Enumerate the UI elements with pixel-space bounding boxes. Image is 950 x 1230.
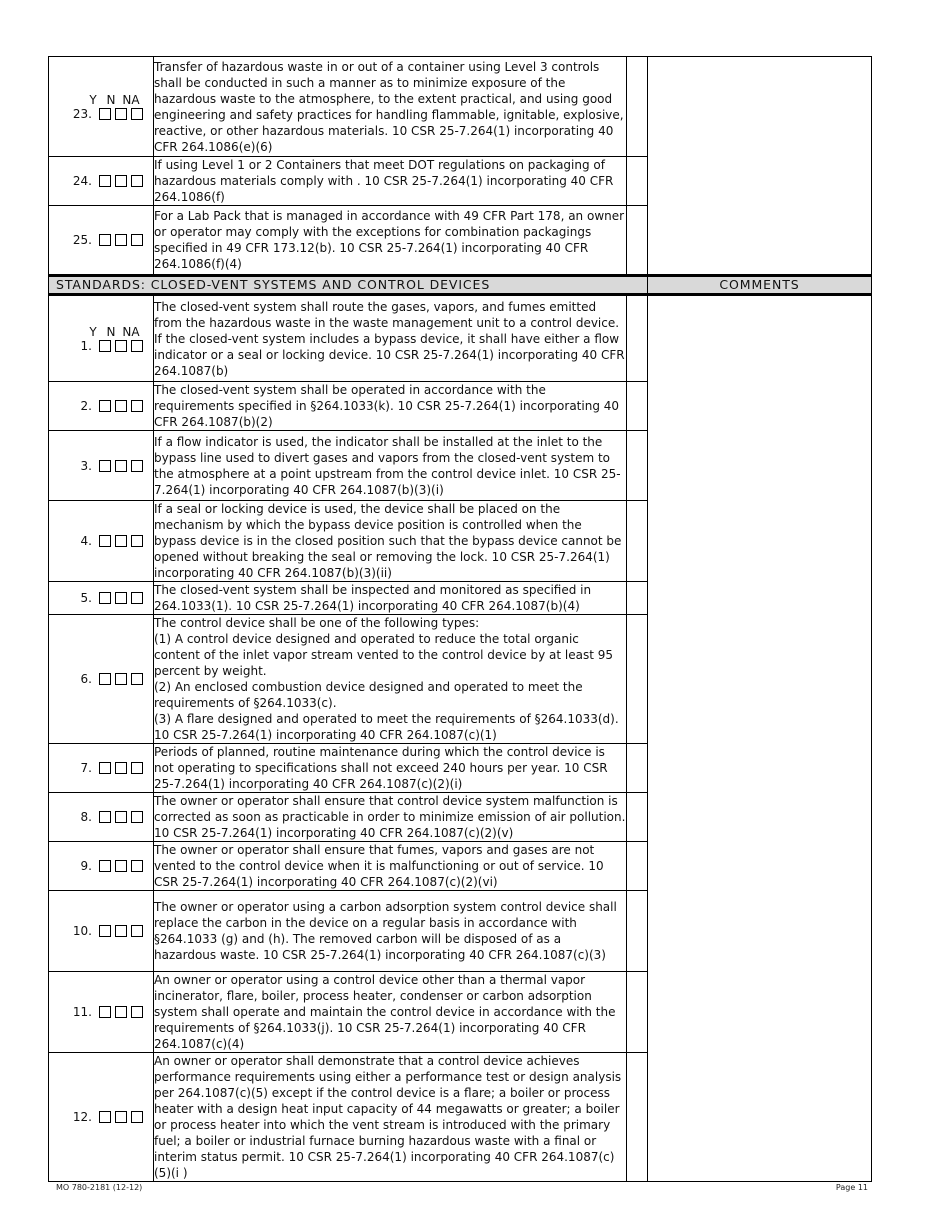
yes-checkbox[interactable] [99, 860, 111, 872]
requirement-paragraph: Periods of planned, routine maintenance during which the control device is not operating to specifications shall not exceed 240 hours per year. 10 CSR 25-7.264(1) incorporating 40 CFR 264.1087(c)(2)(i) [154, 745, 608, 791]
requirement-paragraph: The closed-vent system shall be inspected and monitored as specified in 264.1033(1). 10 CSR 25-7.264(1) incorporating 40 CFR 264.1087(b)(4) [154, 583, 592, 613]
requirement-text [154, 501, 627, 582]
na-checkbox[interactable] [131, 1111, 143, 1123]
yes-label: Y [89, 324, 97, 339]
requirement-text [154, 382, 627, 431]
item-number: 10. [72, 924, 92, 938]
na-checkbox[interactable] [131, 108, 143, 120]
no-checkbox[interactable] [115, 175, 127, 187]
blank-cell [627, 57, 648, 157]
requirement-paragraph: If a flow indicator is used, the indicator shall be installed at the inlet to the bypass line used to divert gases and vapors from the closed-vent system to the atmosphere at a point upstream from the control device inlet. 10 CSR 25-7.264(1) incorporating 40 CFR 264.1087(b)(3)(i) [154, 434, 621, 497]
item-number-cell [49, 382, 154, 431]
blank-cell [627, 206, 648, 276]
item-number: 5. [80, 591, 92, 605]
no-checkbox[interactable] [115, 108, 127, 120]
item-number-cell [49, 431, 154, 501]
yes-checkbox[interactable] [99, 340, 111, 352]
item-number-cell [49, 891, 154, 972]
item-number-cell [49, 57, 154, 157]
requirement-paragraph: The owner or operator using a carbon adsorption system control device shall replace the carbon in the device on a regular basis in accordance with §264.1033 (g) and (h). The removed carbon will be disposed of as a hazardous waste. 10 CSR 25-7.264(1) incorporating 40 CFR 264.1087(c)(3) [154, 900, 617, 962]
yes-checkbox[interactable] [99, 592, 111, 604]
na-checkbox[interactable] [131, 673, 143, 685]
blank-cell [627, 501, 648, 582]
requirement-paragraph: The control device shall be one of the following types: [154, 616, 480, 630]
no-checkbox[interactable] [115, 592, 127, 604]
na-checkbox[interactable] [131, 592, 143, 604]
no-label: N [106, 324, 116, 339]
blank-cell [627, 744, 648, 793]
requirement-paragraph: The closed-vent system shall route the gases, vapors, and fumes emitted from the hazardous waste in the waste management unit to a control device. If the closed-vent system includes a bypass device, it shall have either a flow indicator or a seal or locking device. 10 CSR 25-7.264(1) incorporating 40 CFR 264.1087(b) [154, 299, 625, 378]
requirement-text [154, 57, 627, 157]
requirement-paragraph: (2) An enclosed combustion device designed and operated to meet the requirements of §264.1033(c). [154, 680, 583, 710]
no-checkbox[interactable] [115, 811, 127, 823]
no-checkbox[interactable] [115, 1111, 127, 1123]
yes-checkbox[interactable] [99, 234, 111, 246]
no-checkbox[interactable] [115, 1006, 127, 1018]
na-checkbox[interactable] [131, 340, 143, 352]
checklist-row [49, 295, 872, 382]
requirement-text [154, 1053, 627, 1182]
na-checkbox[interactable] [131, 460, 143, 472]
no-label: N [106, 92, 116, 107]
yes-checkbox[interactable] [99, 108, 111, 120]
requirement-paragraph: If a seal or locking device is used, the device shall be placed on the mechanism by which the bypass device position is controlled when the bypass device is in the closed position such that the bypass device cannot be opened without breaking the seal or removing the lock. 10 CSR 25-7.264(1) incorporating 40 CFR 264.1087(b)(3)(ii) [154, 502, 622, 580]
yes-checkbox[interactable] [99, 175, 111, 187]
no-checkbox[interactable] [115, 762, 127, 774]
requirement-paragraph: An owner or operator using a control device other than a thermal vapor incinerator, flare, boiler, process heater, condenser or carbon adsorption system shall operate and maintain the control device in accordance with the requirements of §264.1033(j). 10 CSR 25-7.264(1) incorporating 40 CFR 264.1087(c)(4) [154, 973, 616, 1051]
no-checkbox[interactable] [115, 460, 127, 472]
item-number-cell [49, 615, 154, 744]
blank-cell [627, 382, 648, 431]
checklist-sheet [48, 56, 871, 1182]
na-checkbox[interactable] [131, 175, 143, 187]
no-checkbox[interactable] [115, 340, 127, 352]
item-number: 2. [80, 399, 92, 413]
yes-checkbox[interactable] [99, 673, 111, 685]
item-number: 24. [72, 174, 92, 188]
yes-checkbox[interactable] [99, 460, 111, 472]
item-number-cell [49, 157, 154, 206]
item-number-cell [49, 793, 154, 842]
yes-checkbox[interactable] [99, 811, 111, 823]
blank-cell [627, 793, 648, 842]
comments-cell[interactable] [648, 57, 872, 276]
requirement-text [154, 891, 627, 972]
no-checkbox[interactable] [115, 925, 127, 937]
page-number: Page 11 [835, 1183, 868, 1192]
no-checkbox[interactable] [115, 535, 127, 547]
item-number-cell [49, 744, 154, 793]
yes-label: Y [89, 92, 97, 107]
requirement-text [154, 744, 627, 793]
item-number-cell [49, 1053, 154, 1182]
checklist-table [48, 56, 872, 1182]
item-number: 25. [72, 233, 92, 247]
requirement-text [154, 157, 627, 206]
item-number-cell [49, 582, 154, 615]
no-checkbox[interactable] [115, 673, 127, 685]
requirement-text [154, 842, 627, 891]
requirement-text [154, 206, 627, 276]
requirement-paragraph: The owner or operator shall ensure that fumes, vapors and gases are not vented to the control device when it is malfunctioning or out of service. 10 CSR 25-7.264(1) incorporating 40 CFR 264.1087(c)(2)(vi) [154, 843, 604, 889]
requirement-paragraph: (3) A flare designed and operated to meet the requirements of §264.1033(d). 10 CSR 25-7.264(1) incorporating 40 CFR 264.1087(c)(1) [154, 712, 619, 742]
blank-cell [627, 891, 648, 972]
blank-cell [627, 1053, 648, 1182]
na-label: NA [122, 324, 140, 339]
blank-cell [627, 295, 648, 382]
requirement-text [154, 431, 627, 501]
requirement-text [154, 615, 627, 744]
blank-cell [627, 615, 648, 744]
item-number: 12. [72, 1110, 92, 1124]
item-number-cell [49, 206, 154, 276]
requirement-paragraph: An owner or operator shall demonstrate that a control device achieves performance requirements using either a performance test or design analysis per 264.1087(c)(5) except if the control device is a flare; a boiler or process heater with a design heat input capacity of 44 megawatts or greater; a boiler or process heater into which the vent stream is introduced with the primary fuel; a boiler or industrial furnace burning hazardous waste with a final or interim status permit. 10 CSR 25-7.264(1) incorporating 40 CFR 264.1087(c)(5)(i ) [154, 1054, 622, 1180]
requirement-paragraph: (1) A control device designed and operated to reduce the total organic content of the inlet vapor stream vented to the control device by at least 95 percent by weight. [154, 632, 613, 678]
comments-header: COMMENTS [648, 276, 872, 295]
na-checkbox[interactable] [131, 860, 143, 872]
yes-checkbox[interactable] [99, 400, 111, 412]
item-number-cell [49, 295, 154, 382]
na-checkbox[interactable] [131, 1006, 143, 1018]
blank-cell [627, 431, 648, 501]
na-checkbox[interactable] [131, 925, 143, 937]
na-checkbox[interactable] [131, 762, 143, 774]
blank-cell [627, 157, 648, 206]
item-number-cell [49, 501, 154, 582]
requirement-paragraph: If using Level 1 or 2 Containers that meet DOT regulations on packaging of hazardous materials comply with . 10 CSR 25-7.264(1) incorporating 40 CFR 264.1086(f) [154, 158, 614, 204]
section-header [49, 276, 872, 295]
requirement-text [154, 582, 627, 615]
yes-checkbox[interactable] [99, 535, 111, 547]
requirement-paragraph: For a Lab Pack that is managed in accordance with 49 CFR Part 178, an owner or operator may comply with the exceptions for combination packagings specified in 49 CFR 173.12(b). 10 CSR 25-7.264(1) incorporating 40 CFR 264.1086(f)(4) [154, 209, 625, 271]
no-checkbox[interactable] [115, 234, 127, 246]
na-checkbox[interactable] [131, 535, 143, 547]
item-number: 1. [80, 338, 92, 353]
blank-cell [627, 582, 648, 615]
requirement-paragraph: Transfer of hazardous waste in or out of a container using Level 3 controls shall be conducted in such a manner as to minimize exposure of the hazardous waste to the atmosphere, to the extent practical, and using good engineering and safety practices for handling flammable, ignitable, explosive, reactive, or other hazardous materials. 10 CSR 25-7.264(1) incorporating 40 CFR 264.1086(e)(6) [154, 59, 624, 154]
item-number-cell [49, 972, 154, 1053]
requirement-text [154, 793, 627, 842]
checklist-body [49, 57, 872, 1182]
checklist-row [49, 57, 872, 157]
blank-cell [627, 842, 648, 891]
item-number-cell [49, 842, 154, 891]
item-number: 23. [72, 106, 92, 121]
item-number: 6. [80, 672, 92, 686]
item-number: 7. [80, 761, 92, 775]
blank-cell [627, 972, 648, 1053]
requirement-paragraph: The closed-vent system shall be operated in accordance with the requirements specified in §264.1033(k). 10 CSR 25-7.264(1) incorporating 40 CFR 264.1087(b)(2) [154, 383, 620, 429]
requirement-text [154, 972, 627, 1053]
yn-header [84, 93, 142, 107]
na-checkbox[interactable] [131, 811, 143, 823]
requirement-text [154, 295, 627, 382]
section-title: STANDARDS: CLOSED-VENT SYSTEMS AND CONTROL DEVICES [49, 276, 648, 295]
no-checkbox[interactable] [115, 400, 127, 412]
na-label: NA [122, 92, 140, 107]
yes-checkbox[interactable] [99, 1006, 111, 1018]
form-id: MO 780-2181 (12-12) [56, 1183, 143, 1192]
na-checkbox[interactable] [131, 400, 143, 412]
na-checkbox[interactable] [131, 234, 143, 246]
item-number: 4. [80, 534, 92, 548]
yn-header [84, 325, 142, 339]
yes-checkbox[interactable] [99, 925, 111, 937]
item-number: 8. [80, 810, 92, 824]
yes-checkbox[interactable] [99, 762, 111, 774]
comments-cell[interactable] [648, 295, 872, 1182]
yes-checkbox[interactable] [99, 1111, 111, 1123]
no-checkbox[interactable] [115, 860, 127, 872]
item-number: 11. [72, 1005, 92, 1019]
item-number: 3. [80, 458, 92, 473]
item-number: 9. [80, 859, 92, 873]
requirement-paragraph: The owner or operator shall ensure that control device system malfunction is corrected as soon as practicable in order to minimize emission of air pollution. 10 CSR 25-7.264(1) incorporating 40 CFR 264.1087(c)(2)(v) [154, 794, 626, 840]
